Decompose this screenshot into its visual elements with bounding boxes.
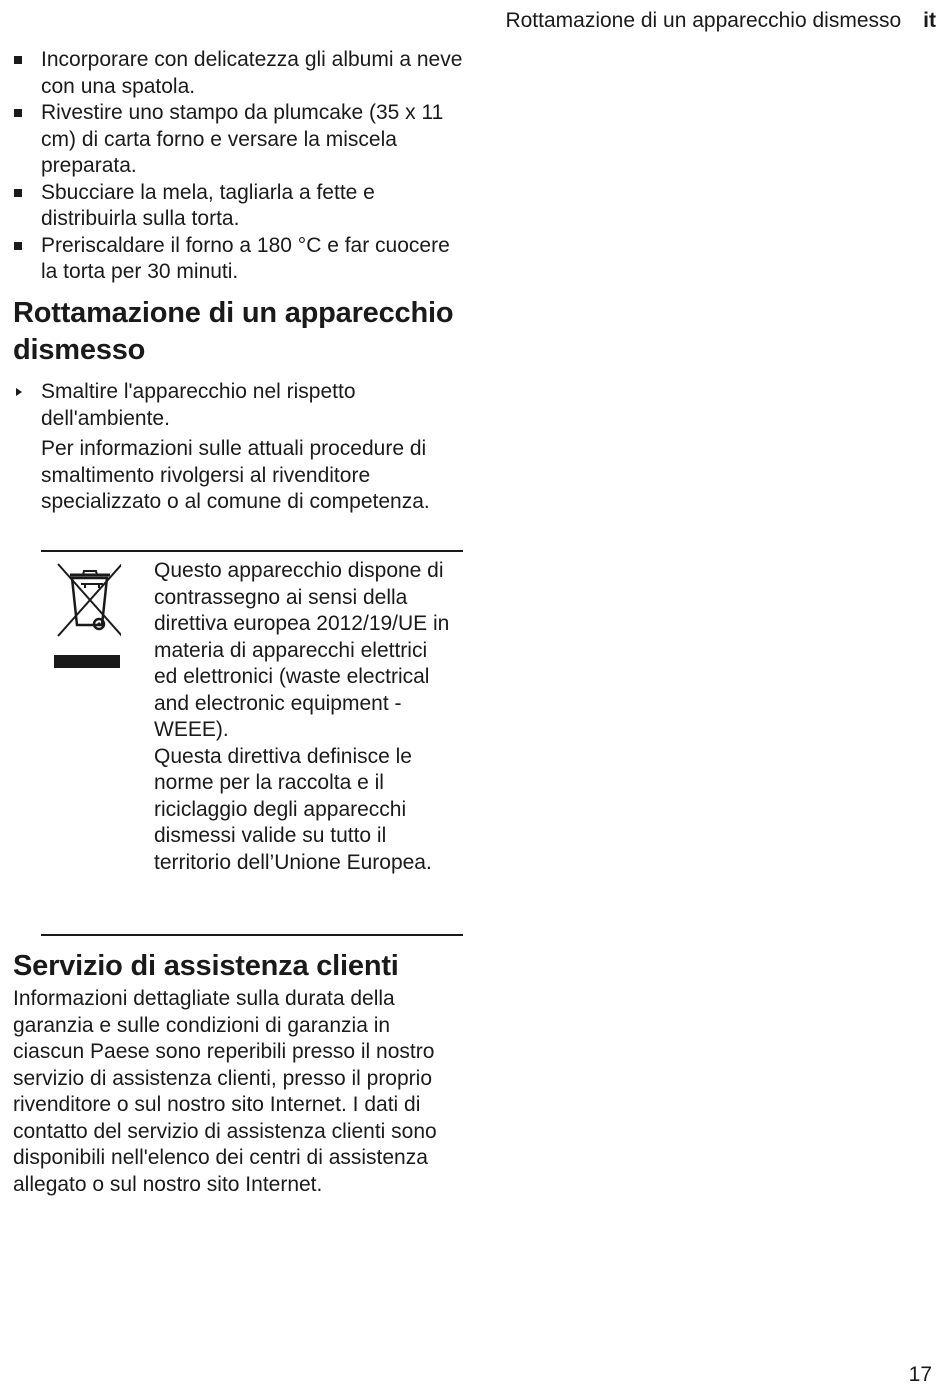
list-item (13, 100, 465, 180)
list-item-text: Sbucciare la mela, tagliarla a fette e distribuirla sulla torta. (41, 180, 375, 230)
running-header-title: Rottamazione di un apparecchio dismesso (505, 9, 902, 32)
running-header (505, 8, 936, 34)
disposal-step (13, 379, 465, 432)
service-paragraph: Informazioni dettagliate sulla durata della garanzia e sulle condizioni di garanzia in ciascun Paese sono reperibili presso il nostro servizio di assistenza clienti, presso il proprio rivenditore o sul nostro sito Internet. I dati di contatto del servizio di assistenza clienti sono disponibili nell'elenco dei centri di assistenza allegato o sul nostro sito Internet. (13, 987, 437, 1196)
square-bullet-icon (14, 109, 22, 117)
list-item-text: Incorporare con delicatezza gli albumi a neve con una spatola. (41, 48, 463, 98)
square-bullet-icon (14, 242, 22, 250)
language-code: it (923, 9, 936, 32)
weee-notice-text (154, 558, 454, 876)
disposal-heading: Rottamazione di un apparecchio dismesso (13, 297, 454, 366)
list-item (13, 180, 465, 233)
weee-rules-paragraph: Questa direttiva definisce le norme per la raccolta e il riciclaggio degli apparecchi dismessi valide su tutto il territorio dell’Unione Europea. (154, 744, 432, 874)
weee-directive-paragraph: Questo apparecchio dispone di contrassegno ai sensi della direttiva europea 2012/19/UE in materia di apparecchi elettrici ed elettronici (waste electrical and electronic equipment - WEEE). (154, 559, 450, 741)
recipe-steps-list (13, 47, 465, 286)
service-heading: Servizio di assistenza clienti (13, 950, 399, 982)
square-bullet-icon (14, 189, 22, 197)
weee-notice-box (41, 550, 463, 936)
square-bullet-icon (14, 56, 22, 64)
triangle-bullet-icon (16, 388, 22, 396)
list-item-text: Rivestire uno stampo da plumcake (35 x 11 cm) di carta forno e versare la miscela preparata. (41, 101, 444, 177)
disposal-step-text: Smaltire l'apparecchio nel rispetto dell'ambiente. (41, 380, 356, 430)
list-item-text: Preriscaldare il forno a 180 °C e far cuocere la torta per 30 minuti. (41, 233, 450, 283)
list-item (13, 47, 465, 100)
crossed-out-wheelie-bin-icon (49, 558, 121, 668)
list-item (13, 233, 465, 286)
page-number: 17 (908, 1363, 932, 1386)
disposal-info: Per informazioni sulle attuali procedure di smaltimento rivolgersi al rivenditore specializzato o al comune di competenza. (41, 437, 430, 513)
